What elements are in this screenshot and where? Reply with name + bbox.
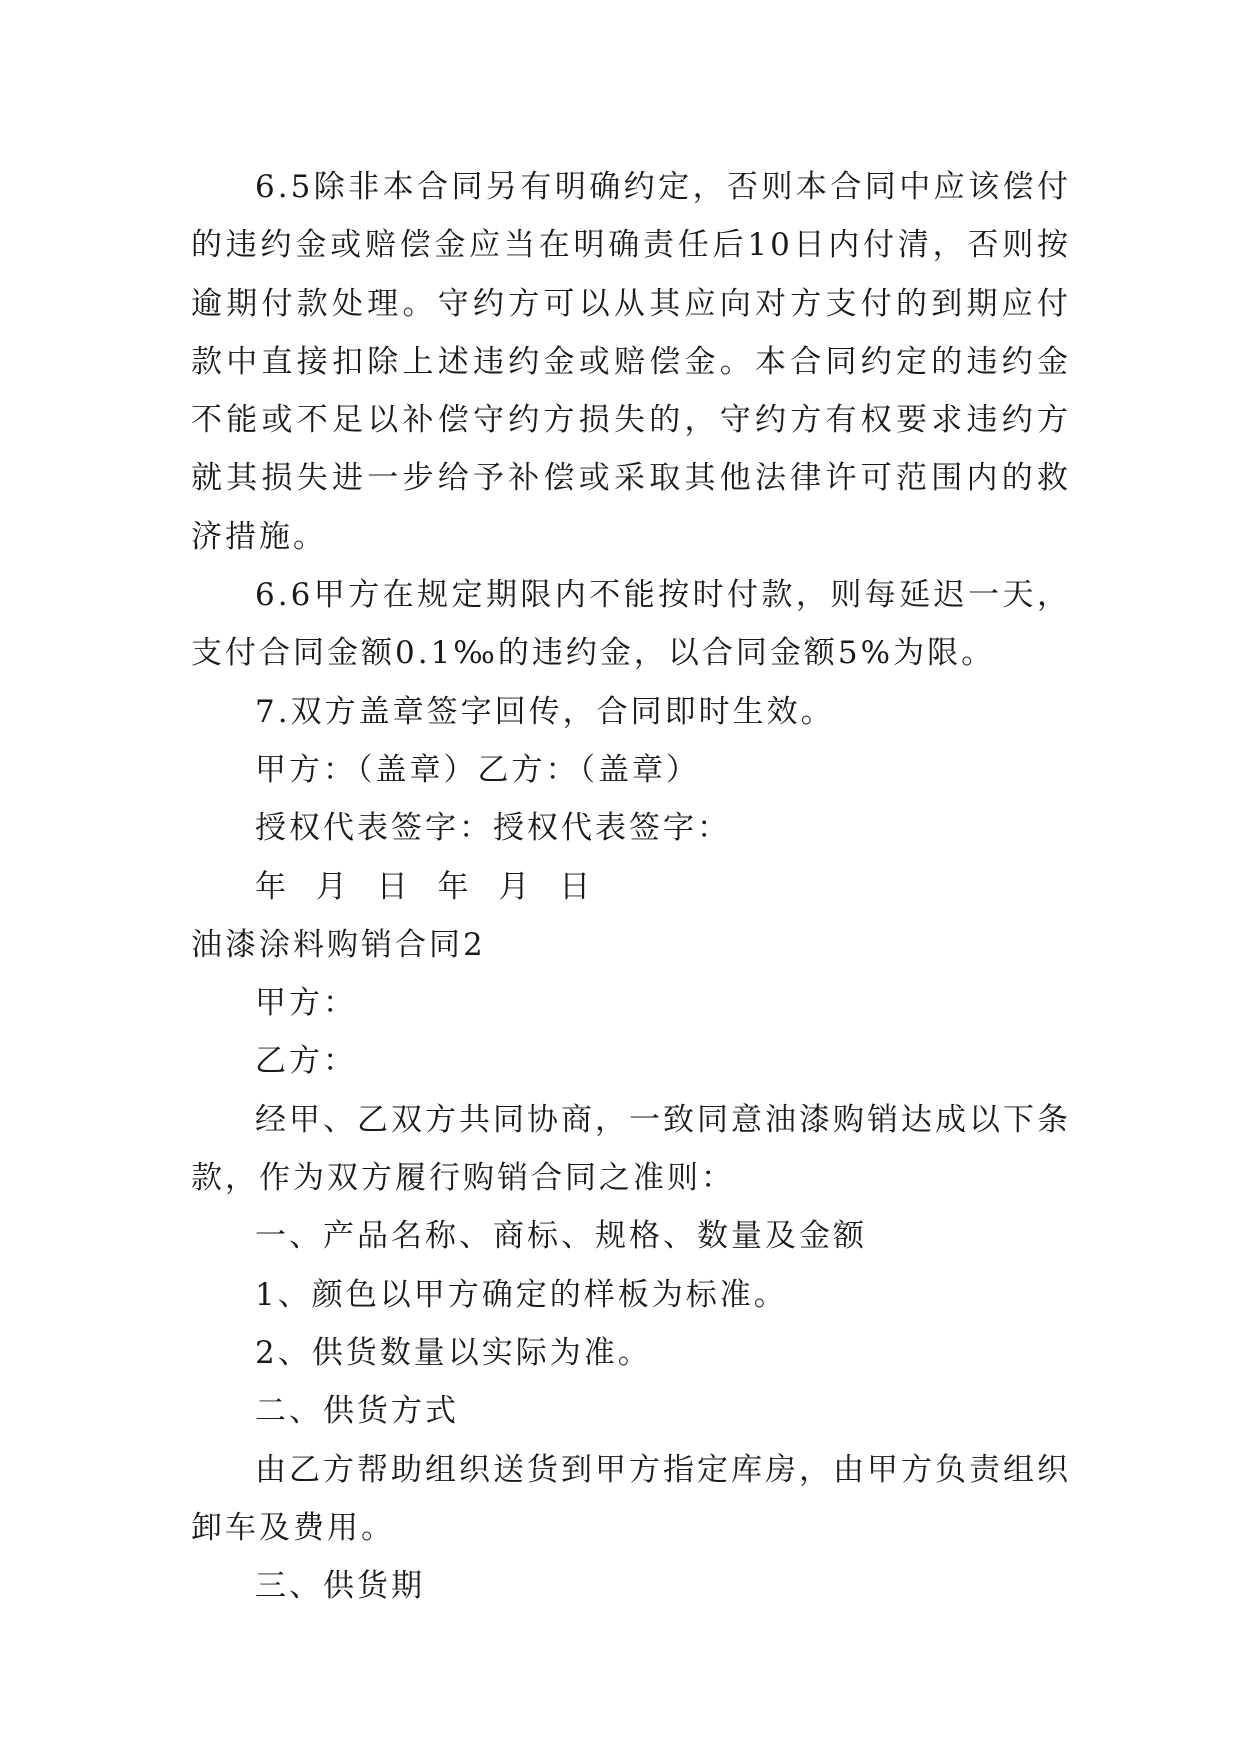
section-1-item-2: 2、供货数量以实际为准。 [255,1334,652,1371]
party-a-line: 甲方： [255,985,357,1022]
section-1-heading: 一、产品名称、商标、规格、数量及金额 [255,1218,867,1255]
clause-7: 7.双方盖章签字回传，合同即时生效。 [255,693,835,730]
signature-line: 授权代表签字：授权代表签字： [255,810,731,847]
seal-line: 甲方：（盖章）乙方：（盖章） [255,751,700,788]
section-2-body: 由乙方帮助组织送货到甲方指定库房，由甲方负责组织卸车及费用。 [191,1451,1071,1546]
party-b-line: 乙方： [255,1043,357,1080]
section-2-heading: 二、供货方式 [255,1393,459,1430]
clause-6-6: 6.6甲方在规定期限内不能按时付款，则每延迟一天，支付合同金额0.1‰的违约金，以合同金额5%为限。 [191,577,1071,672]
section-3-heading: 三、供货期 [255,1568,425,1605]
document-body [191,158,1071,1615]
clause-6-5: 6.5除非本合同另有明确约定，否则本合同中应该偿付的违约金或赔偿金应当在明确责任后10日内付清，否则按逾期付款处理。守约方可以从其应向对方支付的到期应付款中直接扣除上述违约金或赔偿金。本合同约定的违约金不能或不足以补偿守约方损失的，守约方有权要求违约方就其损失进一步给予补偿或采取其他法律许可范围内的救济措施。 [191,169,1071,555]
date-line: 年 月 日 年 月 日 [255,868,594,905]
contract-2-title: 油漆涂料购销合同2 [191,926,486,963]
section-1-item-1: 1、颜色以甲方确定的样板为标准。 [255,1276,788,1313]
preamble: 经甲、乙双方共同协商，一致同意油漆购销达成以下条款，作为双方履行购销合同之准则： [191,1101,1071,1197]
